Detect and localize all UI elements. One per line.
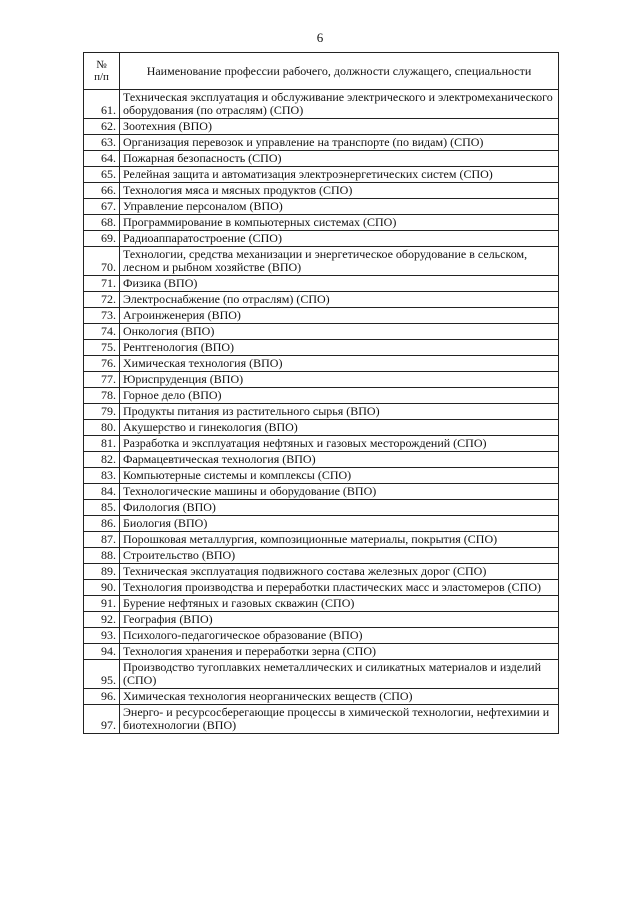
profession-name: Биология (ВПО) (120, 516, 559, 532)
profession-name: Энерго- и ресурсосберегающие процессы в химической технологии, нефтехимии и биотехнологии (ВПО) (120, 705, 559, 734)
profession-name: Химическая технология (ВПО) (120, 356, 559, 372)
profession-name: Продукты питания из растительного сырья (ВПО) (120, 404, 559, 420)
table-row (84, 404, 559, 420)
row-number: 94. (84, 644, 120, 660)
row-number: 74. (84, 324, 120, 340)
profession-name: Производство тугоплавких неметаллических и силикатных материалов и изделий (СПО) (120, 660, 559, 689)
table-row (84, 183, 559, 199)
row-number: 95. (84, 660, 120, 689)
row-number: 63. (84, 135, 120, 151)
profession-name: Техническая эксплуатация и обслуживание электрического и электромеханического оборудования (по отраслям) (СПО) (120, 90, 559, 119)
table-row (84, 420, 559, 436)
table-row (84, 167, 559, 183)
table-row (84, 452, 559, 468)
profession-name: Программирование в компьютерных системах (СПО) (120, 215, 559, 231)
row-number: 83. (84, 468, 120, 484)
table-row (84, 340, 559, 356)
table-row (84, 644, 559, 660)
row-number: 81. (84, 436, 120, 452)
row-number: 70. (84, 247, 120, 276)
row-number: 67. (84, 199, 120, 215)
row-number: 68. (84, 215, 120, 231)
table-row (84, 596, 559, 612)
number-header-line2: п/п (94, 71, 109, 83)
row-number: 88. (84, 548, 120, 564)
table-row (84, 231, 559, 247)
table-row (84, 356, 559, 372)
table-row (84, 532, 559, 548)
profession-name: Технология производства и переработки пластических масс и эластомеров (СПО) (120, 580, 559, 596)
profession-name: Организация перевозок и управление на транспорте (по видам) (СПО) (120, 135, 559, 151)
table-row (84, 484, 559, 500)
table-row (84, 548, 559, 564)
profession-name: Пожарная безопасность (СПО) (120, 151, 559, 167)
profession-name: Горное дело (ВПО) (120, 388, 559, 404)
profession-name: География (ВПО) (120, 612, 559, 628)
table-row (84, 628, 559, 644)
table-row (84, 580, 559, 596)
row-number: 90. (84, 580, 120, 596)
profession-name: Акушерство и гинекология (ВПО) (120, 420, 559, 436)
number-column-header (84, 53, 120, 90)
row-number: 75. (84, 340, 120, 356)
row-number: 62. (84, 119, 120, 135)
table-row (84, 151, 559, 167)
table-row (84, 689, 559, 705)
row-number: 69. (84, 231, 120, 247)
profession-name: Технологические машины и оборудование (ВПО) (120, 484, 559, 500)
row-number: 80. (84, 420, 120, 436)
profession-name: Фармацевтическая технология (ВПО) (120, 452, 559, 468)
row-number: 77. (84, 372, 120, 388)
table-row (84, 436, 559, 452)
table-row (84, 468, 559, 484)
profession-name: Релейная защита и автоматизация электроэнергетических систем (СПО) (120, 167, 559, 183)
table-header (84, 53, 559, 90)
row-number: 73. (84, 308, 120, 324)
row-number: 78. (84, 388, 120, 404)
profession-name: Компьютерные системы и комплексы (СПО) (120, 468, 559, 484)
row-number: 84. (84, 484, 120, 500)
row-number: 71. (84, 276, 120, 292)
profession-name: Физика (ВПО) (120, 276, 559, 292)
row-number: 85. (84, 500, 120, 516)
row-number: 92. (84, 612, 120, 628)
profession-name: Разработка и эксплуатация нефтяных и газовых месторождений (СПО) (120, 436, 559, 452)
row-number: 72. (84, 292, 120, 308)
header-row (84, 53, 559, 90)
row-number: 66. (84, 183, 120, 199)
row-number: 79. (84, 404, 120, 420)
row-number: 61. (84, 90, 120, 119)
profession-name: Технологии, средства механизации и энергетическое оборудование в сельском, лесном и рыбном хозяйстве (ВПО) (120, 247, 559, 276)
table-row (84, 324, 559, 340)
profession-name: Техническая эксплуатация подвижного состава железных дорог (СПО) (120, 564, 559, 580)
profession-name: Порошковая металлургия, композиционные материалы, покрытия (СПО) (120, 532, 559, 548)
table-row (84, 516, 559, 532)
number-header-line1: № (96, 59, 107, 71)
table-row (84, 276, 559, 292)
profession-name: Управление персоналом (ВПО) (120, 199, 559, 215)
row-number: 76. (84, 356, 120, 372)
table-row (84, 90, 559, 119)
profession-name: Зоотехния (ВПО) (120, 119, 559, 135)
table-row (84, 612, 559, 628)
table-row (84, 215, 559, 231)
profession-name: Рентгенология (ВПО) (120, 340, 559, 356)
row-number: 97. (84, 705, 120, 734)
row-number: 64. (84, 151, 120, 167)
row-number: 65. (84, 167, 120, 183)
profession-name: Агроинженерия (ВПО) (120, 308, 559, 324)
page-number: 6 (316, 30, 324, 45)
profession-name: Технология мяса и мясных продуктов (СПО) (120, 183, 559, 199)
name-column-header: Наименование профессии рабочего, должности служащего, специальности (120, 53, 559, 90)
table-row (84, 705, 559, 734)
table-row (84, 388, 559, 404)
table-row (84, 372, 559, 388)
professions-table (83, 52, 559, 734)
row-number: 96. (84, 689, 120, 705)
profession-name: Юриспруденция (ВПО) (120, 372, 559, 388)
row-number: 82. (84, 452, 120, 468)
table-row (84, 247, 559, 276)
profession-name: Филология (ВПО) (120, 500, 559, 516)
table-row (84, 564, 559, 580)
profession-name: Технология хранения и переработки зерна (СПО) (120, 644, 559, 660)
profession-name: Психолого-педагогическое образование (ВПО) (120, 628, 559, 644)
table-body (84, 90, 559, 734)
row-number: 87. (84, 532, 120, 548)
profession-name: Строительство (ВПО) (120, 548, 559, 564)
row-number: 93. (84, 628, 120, 644)
table-row (84, 308, 559, 324)
table-row (84, 500, 559, 516)
row-number: 86. (84, 516, 120, 532)
row-number: 91. (84, 596, 120, 612)
profession-name: Химическая технология неорганических веществ (СПО) (120, 689, 559, 705)
profession-name: Электроснабжение (по отраслям) (СПО) (120, 292, 559, 308)
row-number: 89. (84, 564, 120, 580)
table-row (84, 292, 559, 308)
profession-name: Радиоаппаратостроение (СПО) (120, 231, 559, 247)
table-row (84, 119, 559, 135)
profession-name: Онкология (ВПО) (120, 324, 559, 340)
table-row (84, 199, 559, 215)
table-row (84, 660, 559, 689)
profession-name: Бурение нефтяных и газовых скважин (СПО) (120, 596, 559, 612)
table-row (84, 135, 559, 151)
